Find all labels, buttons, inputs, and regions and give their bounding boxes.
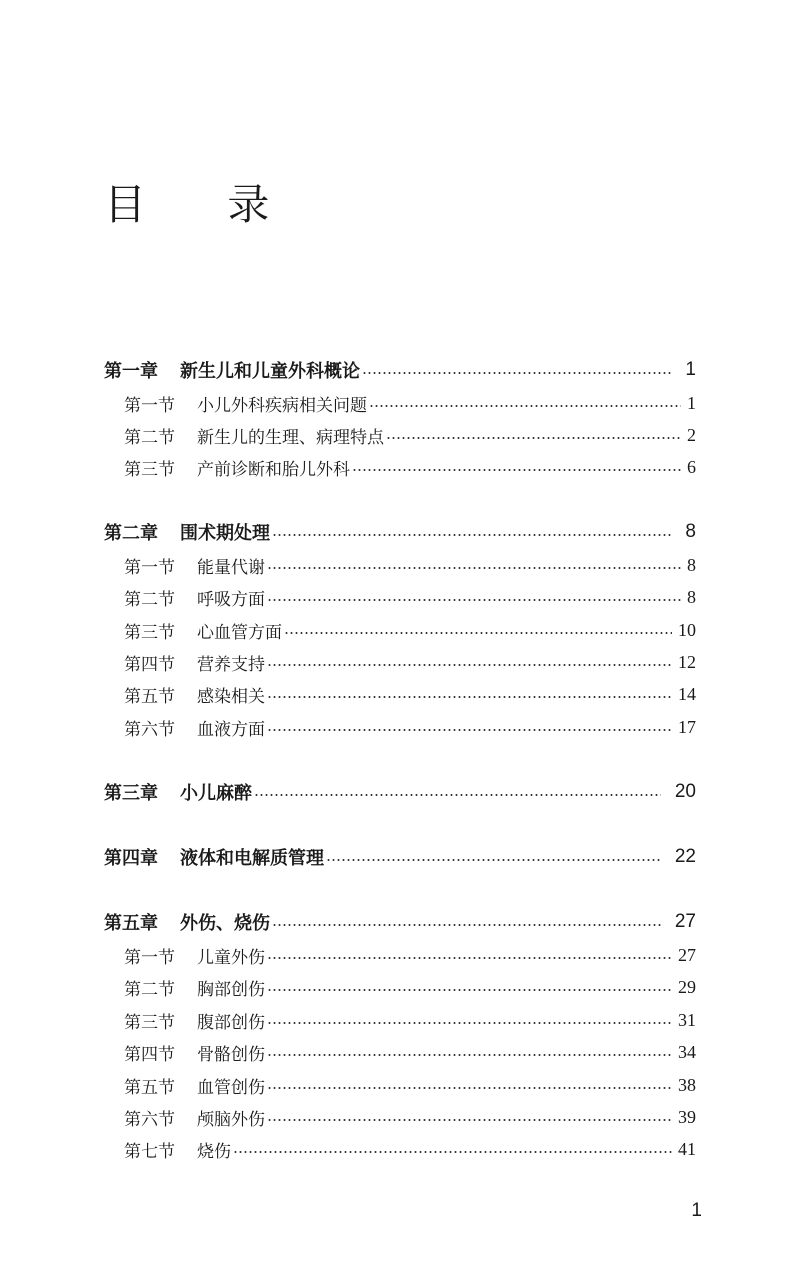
entry-title: 营养支持 <box>197 654 265 675</box>
entry-title: 新生儿和儿童外科概论 <box>180 361 360 382</box>
dot-leader <box>272 534 671 536</box>
entry-page: 1 <box>685 359 696 380</box>
dot-leader <box>352 469 681 471</box>
entry-page: 8 <box>685 521 696 542</box>
dot-leader <box>254 794 661 796</box>
entry-title: 小儿外科疾病相关问题 <box>197 395 367 416</box>
entry-title: 呼吸方面 <box>197 589 265 610</box>
entry-page: 17 <box>678 716 696 737</box>
toc-entry[interactable] <box>124 582 696 612</box>
toc-entry[interactable] <box>124 550 696 580</box>
entry-number: 第四节 <box>124 1044 175 1065</box>
entry-page: 8 <box>687 586 696 607</box>
entry-page: 41 <box>678 1138 696 1159</box>
entry-number: 第四节 <box>124 654 175 675</box>
entry-title: 血液方面 <box>197 719 265 740</box>
entry-title: 产前诊断和胎儿外科 <box>197 459 350 480</box>
toc-entry[interactable] <box>124 1005 696 1035</box>
entry-number: 第七节 <box>124 1141 175 1162</box>
entry-page: 8 <box>687 554 696 575</box>
entry-title: 围术期处理 <box>180 523 270 544</box>
toc-entry[interactable] <box>124 940 696 970</box>
entry-title: 外伤、烧伤 <box>180 913 270 934</box>
entry-page: 27 <box>674 911 696 932</box>
entry-title: 能量代谢 <box>197 557 265 578</box>
entry-number: 第二节 <box>124 589 175 610</box>
entry-title: 液体和电解质管理 <box>180 848 324 869</box>
entry-number: 第五节 <box>124 1077 175 1098</box>
entry-number: 第六节 <box>124 719 175 740</box>
dot-leader <box>267 1054 672 1056</box>
toc-entry[interactable] <box>124 1037 696 1067</box>
dot-leader <box>267 599 681 601</box>
toc-entry[interactable] <box>124 1134 696 1164</box>
toc-entry[interactable] <box>124 420 696 450</box>
page-number: 1 <box>691 1200 702 1221</box>
dot-leader <box>284 632 672 634</box>
toc-entry[interactable] <box>104 842 696 872</box>
entry-number: 第三节 <box>124 622 175 643</box>
entry-number: 第二章 <box>104 523 158 544</box>
dot-leader <box>267 696 672 698</box>
dot-leader <box>267 1022 672 1024</box>
entry-page: 29 <box>678 976 696 997</box>
toc-entry[interactable] <box>104 907 696 937</box>
toc-entry[interactable] <box>124 712 696 742</box>
dot-leader <box>267 1119 672 1121</box>
entry-page: 6 <box>687 456 696 477</box>
toc-entry[interactable] <box>124 647 696 677</box>
entry-number: 第一章 <box>104 361 158 382</box>
toc-entry[interactable] <box>104 355 696 385</box>
dot-leader <box>362 372 671 374</box>
dot-leader <box>267 567 681 569</box>
entry-page: 38 <box>678 1074 696 1095</box>
entry-page: 31 <box>678 1009 696 1030</box>
entry-title: 新生儿的生理、病理特点 <box>197 427 384 448</box>
entry-number: 第一节 <box>124 557 175 578</box>
entry-number: 第五节 <box>124 686 175 707</box>
entry-page: 34 <box>678 1041 696 1062</box>
entry-title: 儿童外伤 <box>197 947 265 968</box>
toc-entry[interactable] <box>104 517 696 547</box>
toc-entry[interactable] <box>124 1070 696 1100</box>
entry-number: 第三节 <box>124 459 175 480</box>
dot-leader <box>386 437 681 439</box>
entry-title: 心血管方面 <box>197 622 282 643</box>
entry-number: 第三节 <box>124 1012 175 1033</box>
toc-entry[interactable] <box>124 1102 696 1132</box>
entry-number: 第四章 <box>104 848 158 869</box>
entry-page: 20 <box>674 781 696 802</box>
entry-title: 小儿麻醉 <box>180 783 252 804</box>
dot-leader <box>272 924 661 926</box>
dot-leader <box>233 1151 672 1153</box>
dot-leader <box>267 1087 672 1089</box>
entry-title: 胸部创伤 <box>197 979 265 1000</box>
entry-number: 第一节 <box>124 395 175 416</box>
entry-title: 血管创伤 <box>197 1077 265 1098</box>
toc-entry[interactable] <box>124 388 696 418</box>
toc-entry[interactable] <box>124 679 696 709</box>
entry-number: 第二节 <box>124 979 175 1000</box>
entry-page: 2 <box>687 424 696 445</box>
dot-leader <box>267 729 672 731</box>
entry-page: 22 <box>674 846 696 867</box>
dot-leader <box>326 859 661 861</box>
dot-leader <box>267 664 672 666</box>
entry-page: 27 <box>678 944 696 965</box>
entry-title: 颅脑外伤 <box>197 1109 265 1130</box>
entry-title: 腹部创伤 <box>197 1012 265 1033</box>
entry-number: 第一节 <box>124 947 175 968</box>
dot-leader <box>369 405 681 407</box>
entry-title: 骨骼创伤 <box>197 1044 265 1065</box>
entry-page: 10 <box>678 619 696 640</box>
entry-page: 1 <box>687 392 696 413</box>
entry-title: 烧伤 <box>197 1141 231 1162</box>
entry-page: 39 <box>678 1106 696 1127</box>
entry-number: 第五章 <box>104 913 158 934</box>
page-title: 目 录 <box>104 180 304 229</box>
toc-entry[interactable] <box>124 972 696 1002</box>
entry-number: 第二节 <box>124 427 175 448</box>
entry-title: 感染相关 <box>197 686 265 707</box>
dot-leader <box>267 989 672 991</box>
entry-number: 第六节 <box>124 1109 175 1130</box>
entry-number: 第三章 <box>104 783 158 804</box>
toc-entry[interactable] <box>124 452 696 482</box>
toc-entry[interactable] <box>124 615 696 645</box>
entry-page: 14 <box>678 683 696 704</box>
toc-entry[interactable] <box>104 777 696 807</box>
dot-leader <box>267 957 672 959</box>
entry-page: 12 <box>678 651 696 672</box>
